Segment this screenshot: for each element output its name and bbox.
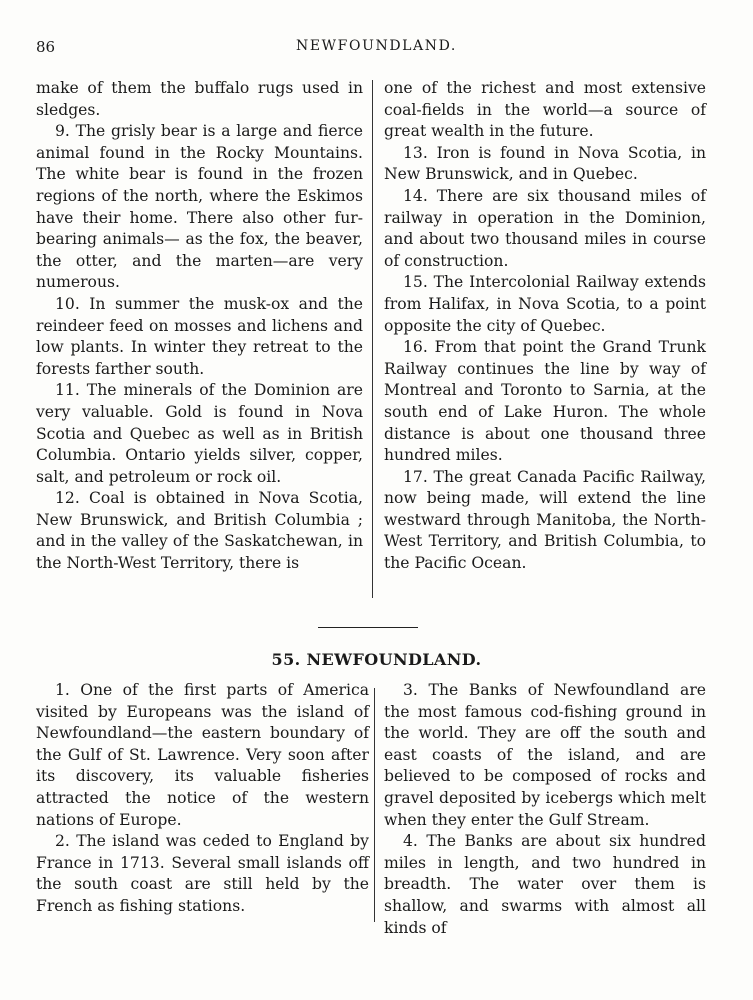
paragraph-13: 13. Iron is found in Nova Scotia, in New Brunswick, and in Quebec. [384,143,706,184]
paragraph-10: 10. In summer the musk-ox and the reindeer feed on mosses and lichens and low plants. In winter they retreat to the forests farther south. [36,294,363,378]
paragraph-11: 11. The minerals of the Dominion are very valuable. Gold is found in Nova Scotia and Quebec as well as in British Columbia. Ontario yields silver, copper, salt, and petroleum or rock oil. [36,381,363,486]
paragraph-1: 1. One of the first parts of America visited by Europeans was the island of Newfoundland—the eastern boundary of the Gulf of St. Lawrence. Very soon after its discovery, its valuable fisheries attracted the notice of the western nations of Europe. [36,681,369,829]
paragraph-15: 15. The Intercolonial Railway extends from Halifax, in Nova Scotia, to a point opposite the city of Quebec. [384,273,706,335]
paragraph-17: 17. The great Canada Pacific Railway, now being made, will extend the line westward through Manitoba, the North-West Territory, and British Columbia, to the Pacific Ocean. [384,467,706,573]
paragraph-12: 12. Coal is obtained in Nova Scotia, New Brunswick, and British Columbia ; and in the valley of the Saskatchewan, in the North-West Territory, there is [36,489,363,573]
paragraph-3: 3. The Banks of Newfoundland are the most famous cod-fishing ground in the world. They are off the south and east coasts of the island, and are believed to be composed of rocks and gravel deposited by icebergs which melt when they enter the Gulf Stream. [384,681,706,829]
bottom-left-column [36,680,369,918]
running-title: NEWFOUNDLAND. [296,38,457,54]
section-title: 55. NEWFOUNDLAND. [271,650,482,669]
paragraph-9: 9. The grisly bear is a large and fierce animal found in the Rocky Mountains. The white bear is found in the frozen regions of the north, where the Eskimos have their home. There also other fur-bearing animals— as the fox, the beaver, the otter, and the marten—are very numerous. [36,122,363,292]
paragraph-4: 4. The Banks are about six hundred miles in length, and two hundred in breadth. The water over them is shallow, and swarms with almost all kinds of [384,832,706,937]
paragraph: one of the richest and most extensive coal-fields in the world—a source of great wealth in the future. [384,79,706,141]
paragraph-16: 16. From that point the Grand Trunk Railway continues the line by way of Montreal and Toronto to Sarnia, at the south end of Lake Huron. The whole distance is about one thousand three hundred miles. [384,338,706,465]
top-right-column [384,78,706,575]
column-divider [372,80,373,598]
paragraph: make of them the buffalo rugs used in sledges. [36,79,363,119]
page-number: 86 [36,38,56,56]
bottom-right-column [384,680,706,939]
page-header [36,38,717,60]
section-separator [318,627,418,628]
column-divider [374,688,375,922]
paragraph-14: 14. There are six thousand miles of railway in operation in the Dominion, and about two thousand miles in course of construction. [384,186,706,270]
top-left-column [36,78,363,575]
paragraph-2: 2. The island was ceded to England by France in 1713. Several small islands off the south coast are still held by the French as fishing stations. [36,832,369,915]
